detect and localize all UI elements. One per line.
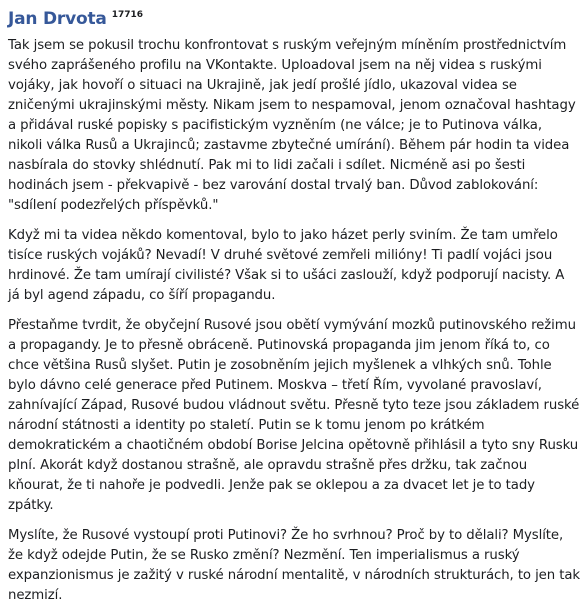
- post-paragraph-2: Když mi ta videa někdo komentoval, bylo to jako házet perly sviním. Že tam umřelo tisíce ruských vojáků? Nevadí! V druhé světové zemřeli milióny! Ti padlí vojáci jsou hrdinové. Že tam umírají civilisté? Však si to ušáci zaslouží, když podporují nacisty. A já byl agend západu, co šíří propagandu.: [8, 228, 565, 303]
- post-paragraph-1: Tak jsem se pokusil trochu konfrontovat s ruským veřejným míněním prostřednictvím svého zaprášeného profilu na VKontakte. Uploadoval jsem na něj videa s ruskými vojáky, jak hovoří o situaci na Ukrajině, jak jedí prošlé jídlo, ukazoval videa se zničenými ukrajinskými městy. Nikam jsem to nespamoval, jenom označoval hashtagy a přidával ruské popisky s pacifistickým vyzněním (ne válce; je to Putinova válka, nikoli válka Rusů a Ukrajinců; zastavme zbytečné umírání). Během pár hodin ta videa nasbírala do stovky shlédnutí. Pak mi to lidi začali i sdílet. Nicméně asi po šesti hodinách jsem - překvapivě - bez varování dostal trvalý ban. Důvod zablokování: "sdílení podezřelých příspěvků.": [8, 38, 576, 213]
- post-body: [8, 36, 580, 606]
- post-paragraph-3: Přestaňme tvrdit, že obyčejní Rusové jsou obětí vymývání mozků putinovského režimu a propagandy. Je to přesně obráceně. Putinovská propaganda jim jenom říká to, co chce většina Rusů slyšet. Putin je zosobněním jejich myšlenek a vlhkých snů. Tohle bylo dávno celé generace před Putinem. Moskva – třetí Řím, vyvolané pravoslaví, zahnívající Západ, Rusové budou vládnout světu. Přesně tyto teze jsou základem ruské národní státnosti a identity po staletí. Putin se k tomu jenom po krátkém demokratickém a chaotičném období Borise Jelcina opětovně přihlásil a tyto sny Rusku plní. Akorát když dostanou strašně, ale opravdu strašně přes držku, tak začnou kňourat, že ti nahoře je podvedli. Jenže pak se oklepou a za dvacet let je to tady zpátky.: [8, 318, 580, 513]
- author-id-badge: 17716: [111, 10, 143, 20]
- post-header: [8, 6, 580, 36]
- post-paragraph-4: Myslíte, že Rusové vystoupí proti Putinovi? Že ho svrhnou? Proč by to dělali? Myslíte, že když odejde Putin, že se Rusko změní? Nezmění. Ten imperialismus a ruský expanzionismus je zažitý v ruské národní mentalitě, v národních strukturách, to jen tak nezmizí.: [8, 528, 580, 603]
- author-name-link[interactable]: Jan Drvota: [8, 9, 107, 29]
